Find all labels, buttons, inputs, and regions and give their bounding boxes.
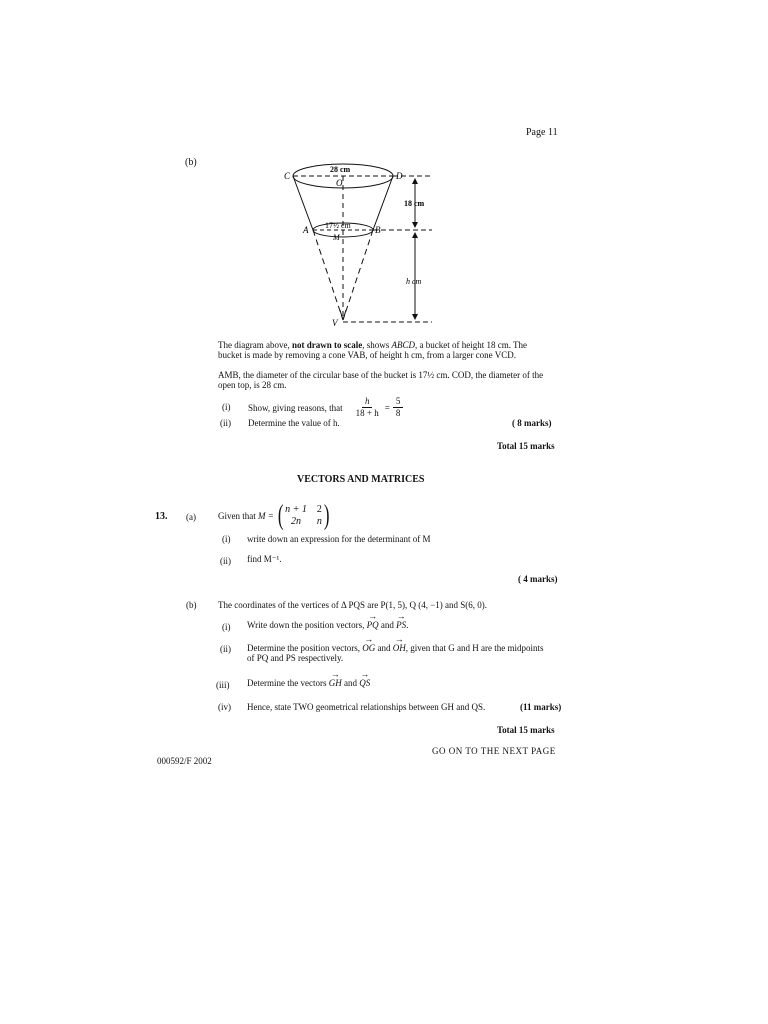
total-marks-13: Total 15 marks [497, 725, 555, 735]
q13-given-matrix: Given that M = ( n + 1 2 2n n ) [218, 500, 330, 531]
side-CA [293, 176, 313, 230]
bucket-paragraph-2: AMB, the diameter of the circular base of the bucket is 17½ cm. COD, the diameter of the open top, is 28 cm. [218, 370, 544, 390]
top-diameter-label: 28 cm [330, 165, 351, 174]
label-A: A [303, 225, 309, 235]
cone-line-AV [313, 230, 343, 320]
label-O: O [336, 178, 343, 188]
question-b-i-num: (i) [222, 402, 231, 412]
page-number: Page 11 [526, 127, 558, 138]
label-M: M [333, 233, 340, 242]
label-D: D [396, 171, 403, 181]
q13a-ii-num: (ii) [220, 556, 231, 566]
q13-part-b-label: (b) [186, 600, 197, 610]
h-cm-label: h cm [406, 277, 422, 286]
q13b-ii-text: Determine the position vectors, → OG and → OH, given that G and H are the midpoints of PQ and PS respectively. [247, 643, 572, 663]
q13b-iv-num: (iv) [218, 702, 231, 712]
matrix-M: ( n + 1 2 2n n ) [277, 500, 330, 531]
q13b-i-text: Write down the position vectors, → PQ and → PS. [247, 620, 408, 630]
base-diameter-label: 17½ cm [325, 221, 351, 230]
section-title: VECTORS AND MATRICES [297, 474, 425, 485]
label-V: V [332, 318, 338, 328]
total-marks-12: Total 15 marks [497, 441, 555, 451]
q13b-i-num: (i) [222, 622, 231, 632]
question-b-ii-num: (ii) [220, 418, 231, 428]
height-18-label: 18 cm [404, 199, 425, 208]
q13b-iii-text: Determine the vectors → GH and → QS [247, 678, 370, 688]
q13a-i-text: write down an expression for the determinant of M [247, 534, 431, 544]
cone-line-BV [343, 230, 373, 320]
label-C: C [284, 171, 291, 181]
side-DB [373, 176, 393, 230]
q13a-i-num: (i) [222, 534, 231, 544]
q13b-intro: The coordinates of the vertices of Δ PQS are P(1, 5), Q (4, −1) and S(6, 0). [218, 600, 488, 610]
question-13-number: 13. [155, 511, 168, 522]
marks-b: ( 8 marks) [512, 418, 552, 428]
q13b-marks: (11 marks) [520, 702, 562, 712]
paper-code: 000592/F 2002 [157, 756, 212, 766]
q13a-marks: ( 4 marks) [518, 574, 558, 584]
question-b-ii: Determine the value of h. [248, 418, 340, 428]
bucket-cone-diagram [270, 160, 440, 335]
q13b-iii-num: (iii) [216, 680, 230, 690]
q13b-iv-text: Hence, state TWO geometrical relationships between GH and QS. [247, 702, 486, 712]
bucket-paragraph-1: The diagram above, not drawn to scale, shows ABCD, a bucket of height 18 cm. The bucket is made by removing a cone VAB, of height h cm, from a larger cone VCD. [218, 340, 528, 360]
question-b-i: Show, giving reasons, that $\frac{h}{18 + h}$ = $\frac{5}{8}$ [248, 396, 406, 419]
q13b-ii-num: (ii) [220, 644, 231, 654]
q13a-ii-text: find M⁻¹. [247, 554, 282, 564]
label-B: B [375, 225, 381, 235]
part-b-label: (b) [185, 157, 197, 168]
next-page-note: GO ON TO THE NEXT PAGE [432, 746, 556, 756]
q13-part-a-label: (a) [186, 512, 196, 522]
